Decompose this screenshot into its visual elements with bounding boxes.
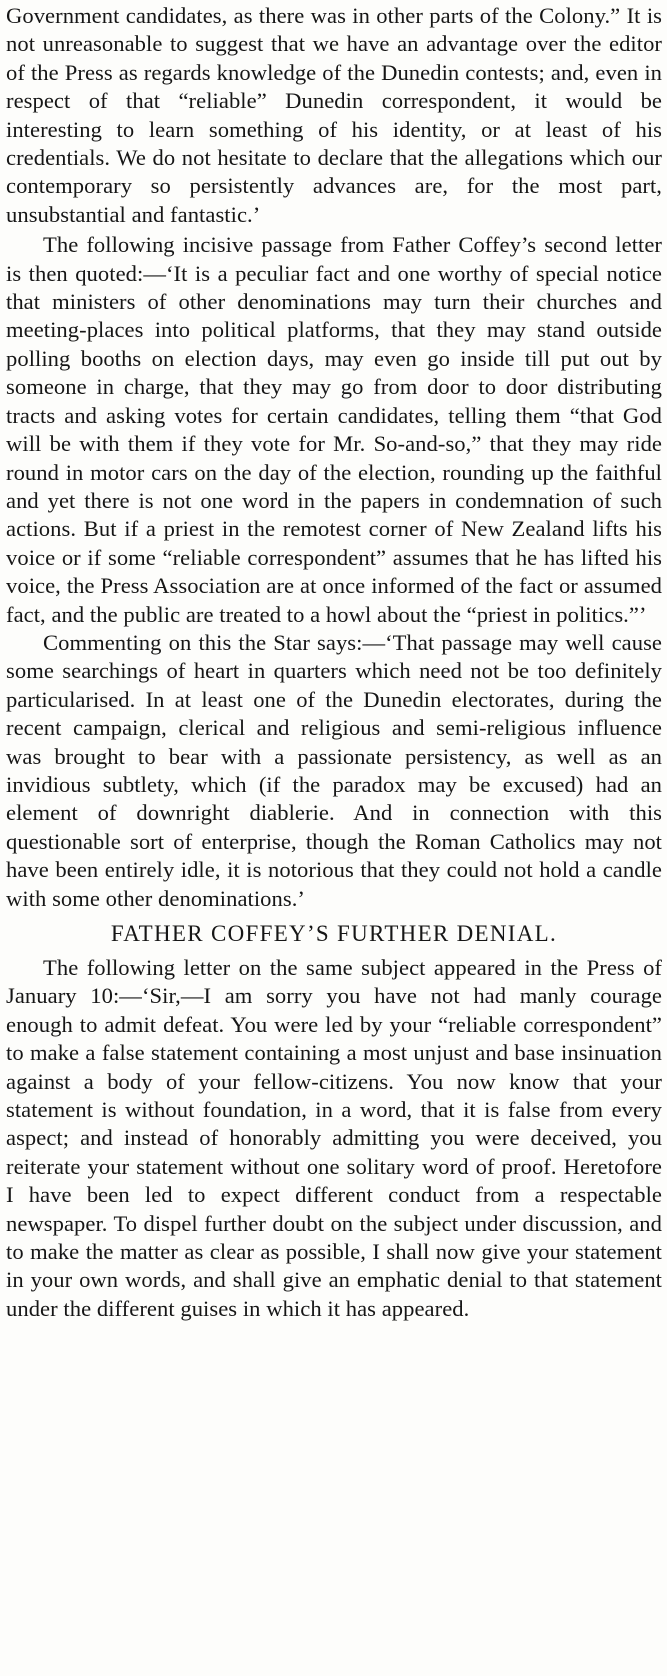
section-heading: FATHER COFFEY’S FURTHER DENIAL. (110, 921, 558, 946)
paragraph-continuation: Government candidates, as there was in other parts of the Colony.” It is not unreasonable to suggest that we have an advantage over the editor of the Press as regards knowledge of the Dunedin contests; and, even in respect of that “reliable” Dunedin correspondent, it would be interesting to learn something of his identity, or at least of his credentials. We do not hesitate to declare that the allegations which our contemporary so persistently advances are, for the most part, unsubstantial and fantastic.’ (6, 3, 662, 227)
paragraph-star-comment: Commenting on this the Star says:—‘That passage may well cause some searchings of heart in quarters which need not be too definitely particularised. In at least one of the Dunedin electorates, during the recent campaign, clerical and religious and semi-religious influence was brought to bear with a passionate persistency, as well as an invidious subtlety, which (if the paradox may be excused) had an element of downright diablerie. And in connection with this questionable sort of enterprise, though the Roman Catholics may not have been entirely idle, it is notorious that they could not hold a candle with some other denominations.’ (6, 629, 662, 911)
article-column (6, 2, 662, 1323)
paragraph-coffey-quote: The following incisive passage from Father Coffey’s second letter is then quoted:—‘It is a peculiar fact and one worthy of special notice that ministers of other denominations may turn their churches and meeting-places into political platforms, that they may stand outside polling booths on election days, may even go inside till put out by someone in charge, that they may go from door to door distributing tracts and asking votes for certain candidates, telling them “that God will be with them if they vote for Mr. So-and-so,” that they may ride round in motor cars on the day of the election, rounding up the faithful and yet there is not one word in the papers in condemnation of such actions. But if a priest in the remotest corner of New Zealand lifts his voice or if some “reliable correspondent” assumes that he has lifted his voice, the Press Association are at once informed of the fact or assumed fact, and the public are treated to a howl about the “priest in politics.”’ (6, 232, 662, 627)
paragraph-press-letter: The following letter on the same subject appeared in the Press of January 10:—‘Sir,—I am sorry you have not had manly courage enough to admit defeat. You were led by your “reliable correspondent” to make a false statement containing a most unjust and base insinuation against a body of your fellow-citizens. You now know that your statement is without foundation, in a word, that it is false from every aspect; and instead of honorably admitting you were deceived, you reiterate your statement without one solitary word of proof. Heretofore I have been led to expect different conduct from a respectable newspaper. To dispel further doubt on the subject under discussion, and to make the matter as clear as possible, I shall now give your statement in your own words, and shall give an emphatic denial to that statement under the different guises in which it has appeared. (6, 955, 662, 1321)
